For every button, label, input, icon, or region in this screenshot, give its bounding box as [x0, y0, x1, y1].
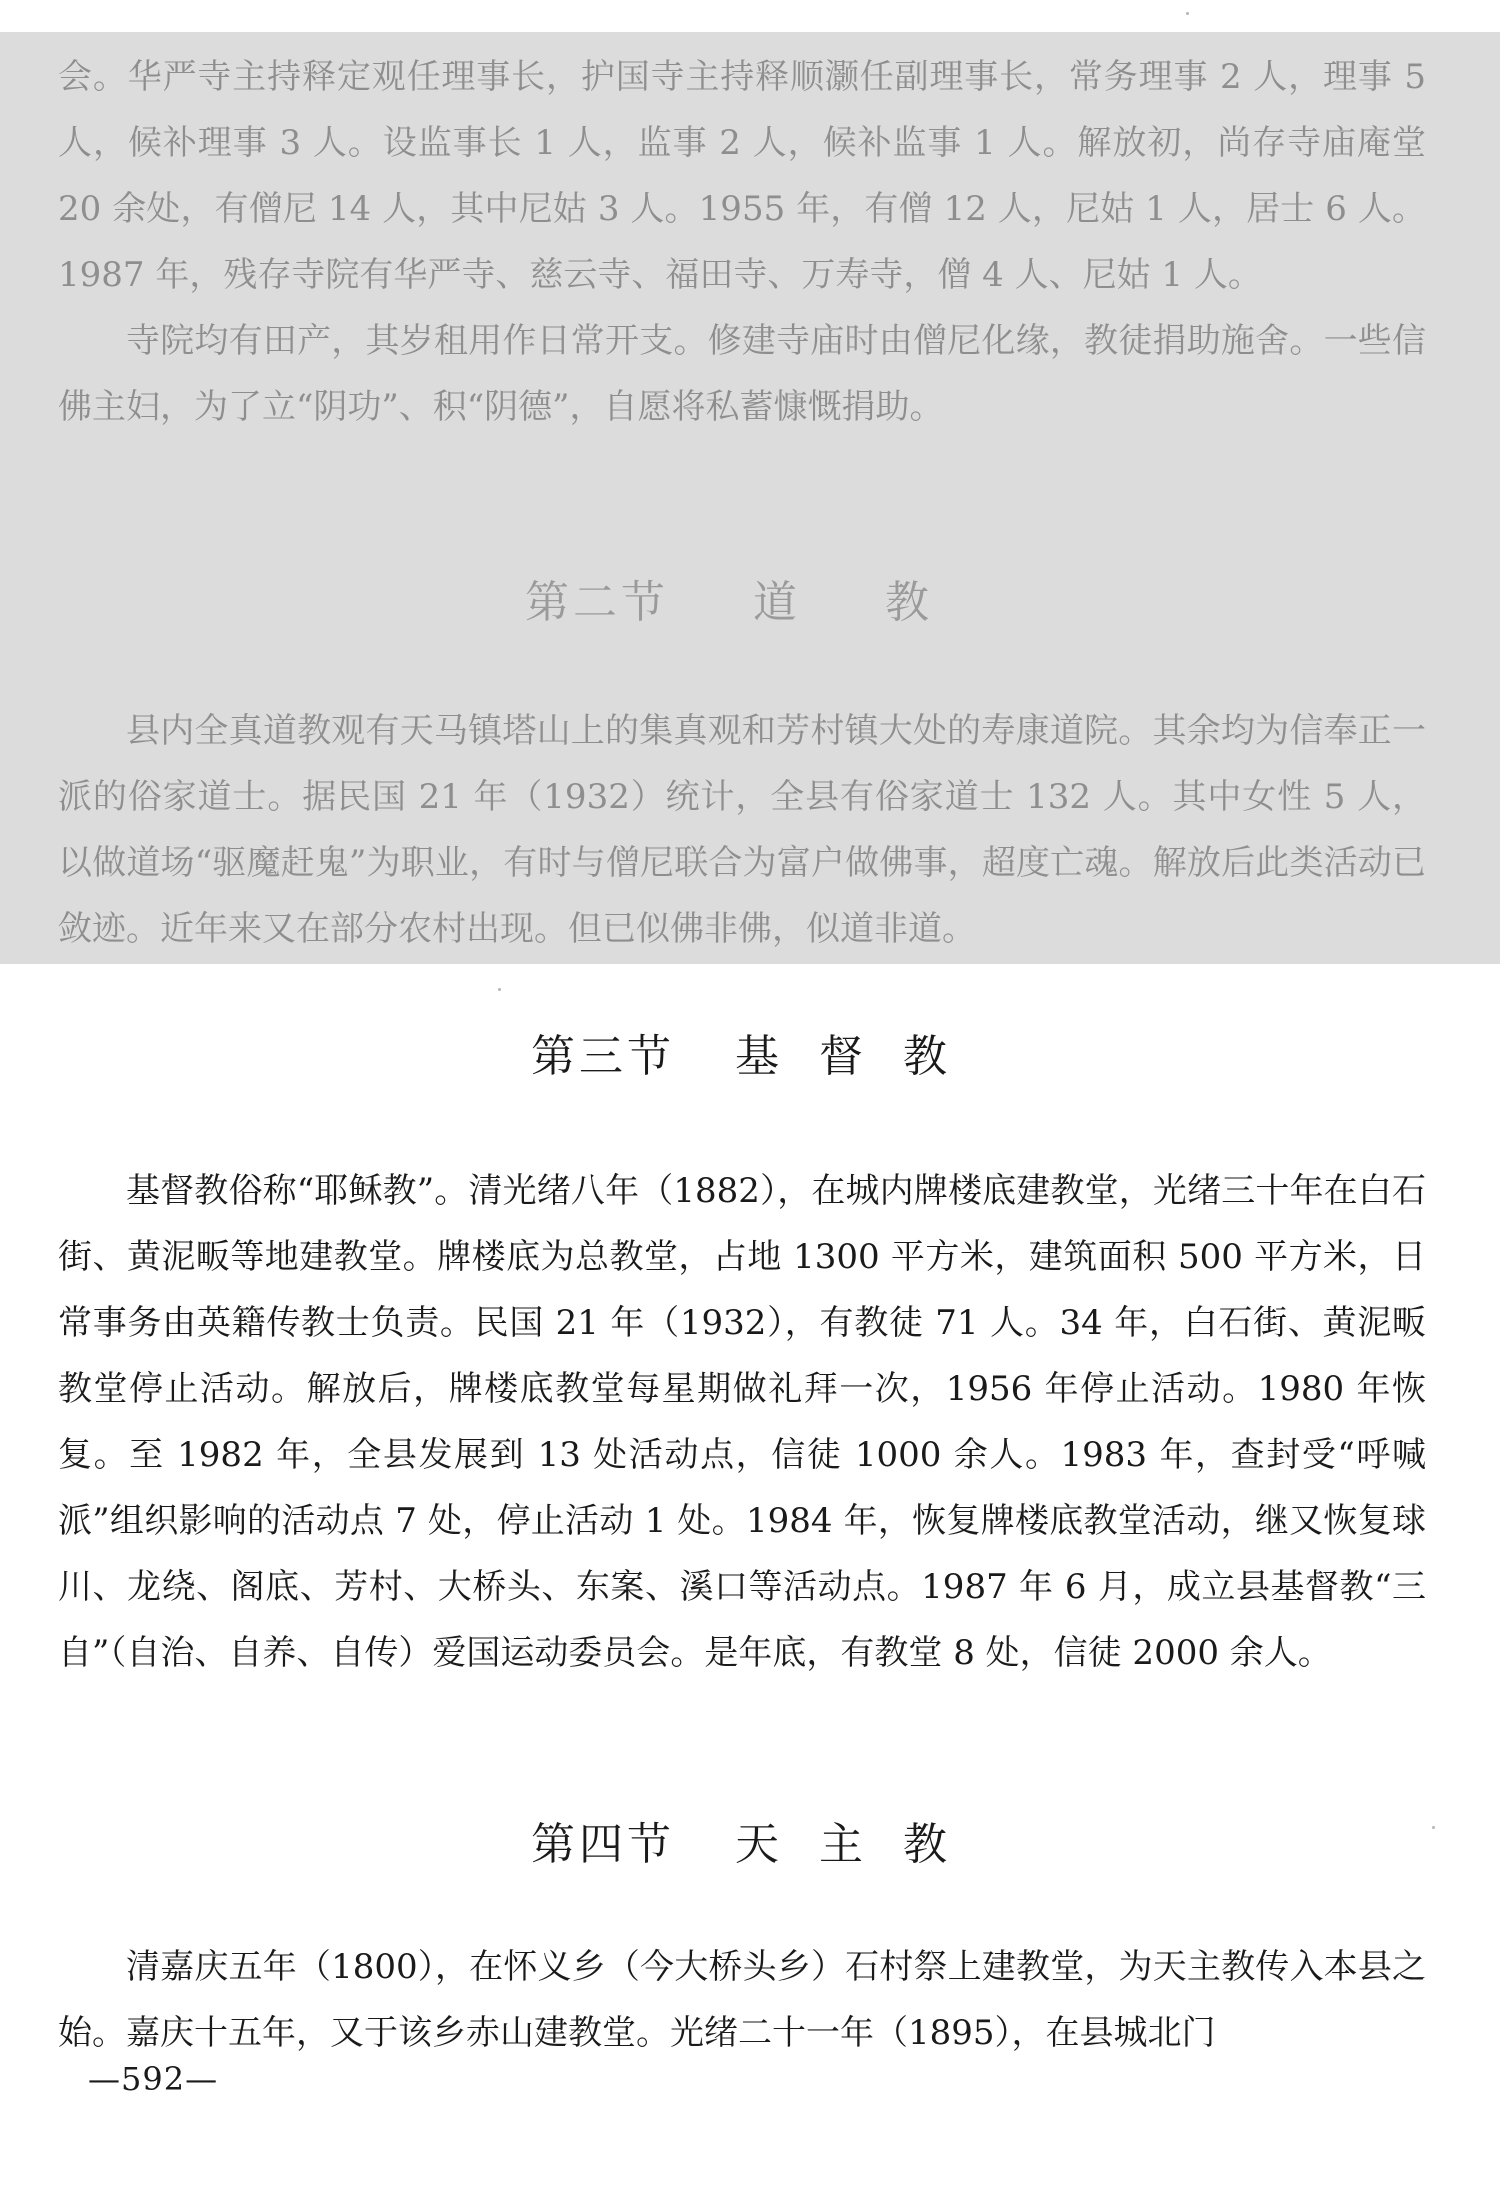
- section-4-number: 第四节: [531, 1819, 675, 1870]
- page-number: —592—: [88, 2060, 219, 2098]
- section-4-body: [58, 1934, 1426, 2066]
- section-4-title-char: 教: [903, 1819, 951, 1870]
- section-2-body: [58, 698, 1426, 962]
- section-4-heading: [0, 1808, 1500, 1872]
- section-3-number: 第三节: [531, 1031, 675, 1082]
- paragraph-taoism: 县内全真道教观有天马镇塔山上的集真观和芳村镇大处的寿康道院。其余均为信奉正一派的俗家道士。据民国 21 年（1932）统计，全县有俗家道士 132 人。其中女性 5 人，以做道场“驱魔赶鬼”为职业，有时与僧尼联合为富户做佛事，超度亡魂。解放后此类活动已敛迹。近年来又在部分农村出现。但已似佛非佛，似道非道。: [58, 711, 1426, 949]
- section-2-title-char: 教: [885, 577, 933, 628]
- section-2-title-char: 道: [753, 577, 801, 628]
- section-3-heading: [0, 1020, 1500, 1084]
- section-2-heading: [0, 566, 1500, 630]
- paragraph-christianity: 基督教俗称“耶稣教”。清光绪八年（1882），在城内牌楼底建教堂，光绪三十年在白石街、黄泥畈等地建教堂。牌楼底为总教堂，占地 1300 平方米，建筑面积 500 平方米，日常事务由英籍传教士负责。民国 21 年（1932），有教徒 71 人。34 年，白石街、黄泥畈教堂停止活动。解放后，牌楼底教堂每星期做礼拜一次，1956 年停止活动。1980 年恢复。至 1982 年，全县发展到 13 处活动点，信徒 1000 余人。1983 年，查封受“呼喊派”组织影响的活动点 7 处，停止活动 1 处。1984 年，恢复牌楼底教堂活动，继又恢复球川、龙绕、阁底、芳村、大桥头、东案、溪口等活动点。1987 年 6 月，成立县基督教“三自”（自治、自养、自传）爱国运动委员会。是年底，有教堂 8 处，信徒 2000 余人。: [58, 1171, 1426, 1673]
- section-3-body: [58, 1158, 1426, 1686]
- scan-speck: [498, 988, 501, 991]
- paragraph-buddhist-association: 会。华严寺主持释定观任理事长，护国寺主持释顺灏任副理事长，常务理事 2 人，理事 5 人，候补理事 3 人。设监事长 1 人，监事 2 人，候补监事 1 人。解放初，尚存寺庙庵堂 20 余处，有僧尼 14 人，其中尼姑 3 人。1955 年，有僧 12 人，尼姑 1 人，居士 6 人。1987 年，残存寺院有华严寺、慈云寺、福田寺、万寿寺，僧 4 人、尼姑 1 人。: [58, 57, 1426, 295]
- section-4-title-char: 主: [819, 1819, 867, 1870]
- paragraph-catholicism: 清嘉庆五年（1800），在怀义乡（今大桥头乡）石村祭上建教堂，为天主教传入本县之始。嘉庆十五年，又于该乡赤山建教堂。光绪二十一年（1895），在县城北门: [58, 1947, 1426, 2053]
- section-3-title-char: 基: [735, 1031, 783, 1082]
- scan-speck: [1432, 1826, 1435, 1829]
- section-2-number: 第二节: [525, 577, 669, 628]
- paragraph-temple-finances: 寺院均有田产，其岁租用作日常开支。修建寺庙时由僧尼化缘，教徒捐助施舍。一些信佛主妇，为了立“阴功”、积“阴德”，自愿将私蓄慷慨捐助。: [58, 321, 1426, 427]
- section-4-title-char: 天: [735, 1819, 783, 1870]
- scan-speck: [1186, 12, 1189, 15]
- section-3-title-char: 督: [819, 1031, 867, 1082]
- section-3-title-char: 教: [903, 1031, 951, 1082]
- shaded-paragraphs: [58, 44, 1426, 440]
